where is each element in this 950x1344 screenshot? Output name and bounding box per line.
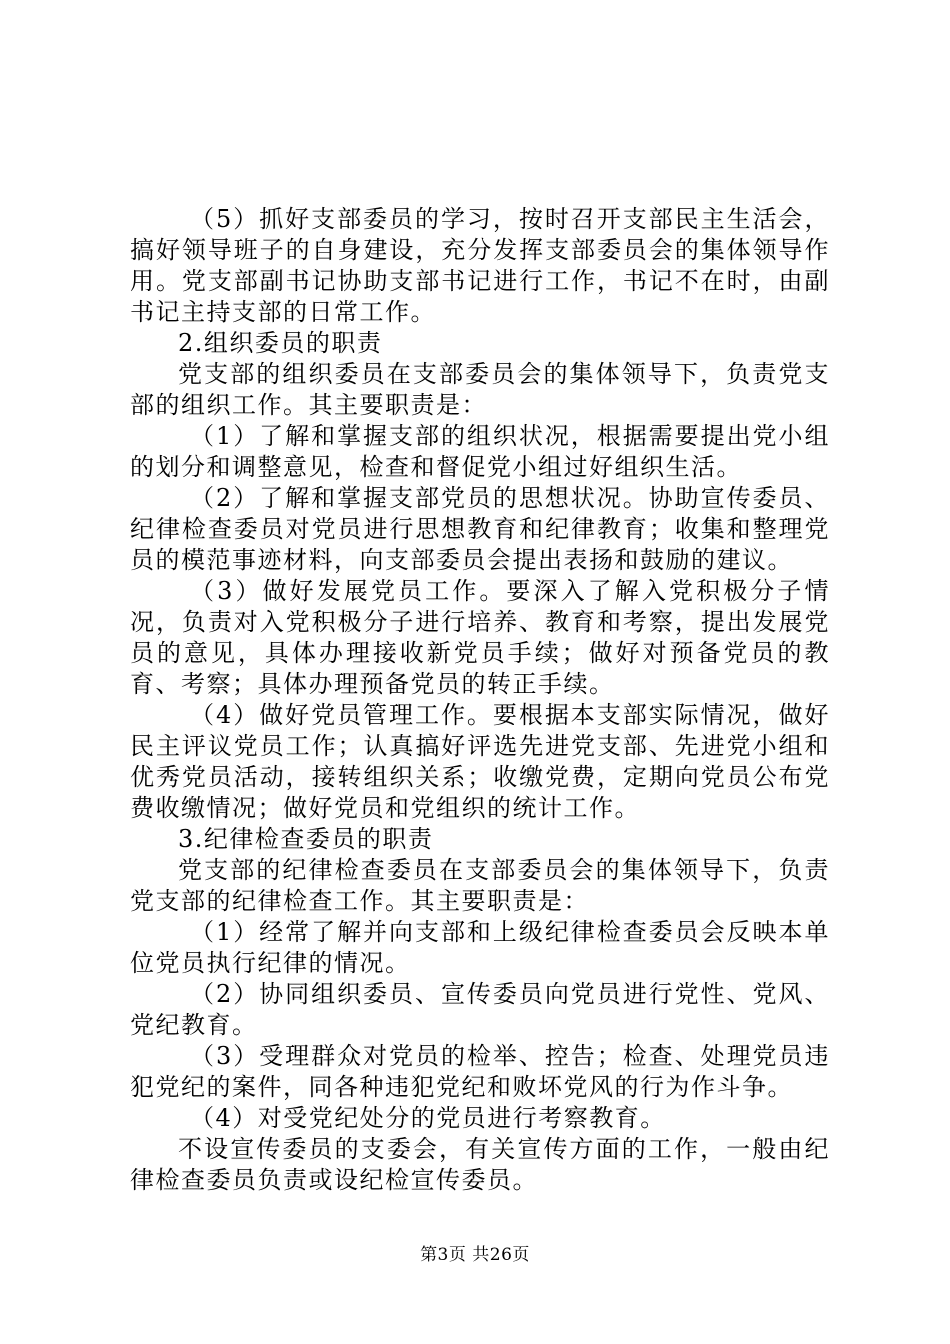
paragraph-organization-duty-2: （2）了解和掌握支部党员的思想状况。协助宣传委员、纪律检查委员对党员进行思想教育和纪律教育；收集和整理党员的模范事迹材料，向支部委员会提出表扬和鼓励的建议。: [130, 484, 830, 574]
paragraph-organization-duty-1: （1）了解和掌握支部的组织状况，根据需要提出党小组的划分和调整意见，检查和督促党小组过好组织生活。: [130, 422, 830, 481]
paragraph-discipline-intro: 党支部的纪律检查委员在支部委员会的集体领导下，负责党支部的纪律检查工作。其主要职责是：: [130, 856, 830, 915]
paragraph-discipline-duty-2: （2）协同组织委员、宣传委员向党员进行党性、党风、党纪教育。: [130, 980, 830, 1039]
paragraph-organization-intro: 党支部的组织委员在支部委员会的集体领导下，负责党支部的组织工作。其主要职责是：: [130, 360, 830, 419]
paragraph-discipline-duty-1: （1）经常了解并向支部和上级纪律检查委员会反映本单位党员执行纪律的情况。: [130, 918, 830, 977]
paragraph-duty-5: （5）抓好支部委员的学习，按时召开支部民主生活会，搞好领导班子的自身建设，充分发挥支部委员会的集体领导作用。党支部副书记协助支部书记进行工作，书记不在时，由副书记主持支部的日常工作。: [130, 205, 830, 326]
page-number-label: 第3页 共26页: [420, 1245, 530, 1265]
paragraph-discipline-duty-4: （4）对受党纪处分的党员进行考察教育。: [190, 1104, 666, 1132]
section-heading-organization: 2.组织委员的职责: [178, 329, 383, 357]
page-footer: [0, 1240, 950, 1265]
paragraph-organization-duty-3: （3）做好发展党员工作。要深入了解入党积极分子情况，负责对入党积极分子进行培养、教育和考察，提出发展党员的意见，具体办理接收新党员手续；做好对预备党员的教育、考察；具体办理预备党员的转正手续。: [130, 577, 830, 698]
document-body: [130, 204, 830, 1196]
section-heading-discipline: 3.纪律检查委员的职责: [178, 825, 434, 853]
paragraph-discipline-duty-3: （3）受理群众对党员的检举、控告；检查、处理党员违犯党纪的案件，同各种违犯党纪和败坏党风的行为作斗争。: [130, 1042, 830, 1101]
paragraph-closing-note: 不设宣传委员的支委会，有关宣传方面的工作，一般由纪律检查委员负责或设纪检宣传委员。: [130, 1135, 830, 1194]
paragraph-organization-duty-4: （4）做好党员管理工作。要根据本支部实际情况，做好民主评议党员工作；认真搞好评选先进党支部、先进党小组和优秀党员活动，接转组织关系；收缴党费，定期向党员公布党费收缴情况；做好党员和党组织的统计工作。: [130, 701, 830, 822]
